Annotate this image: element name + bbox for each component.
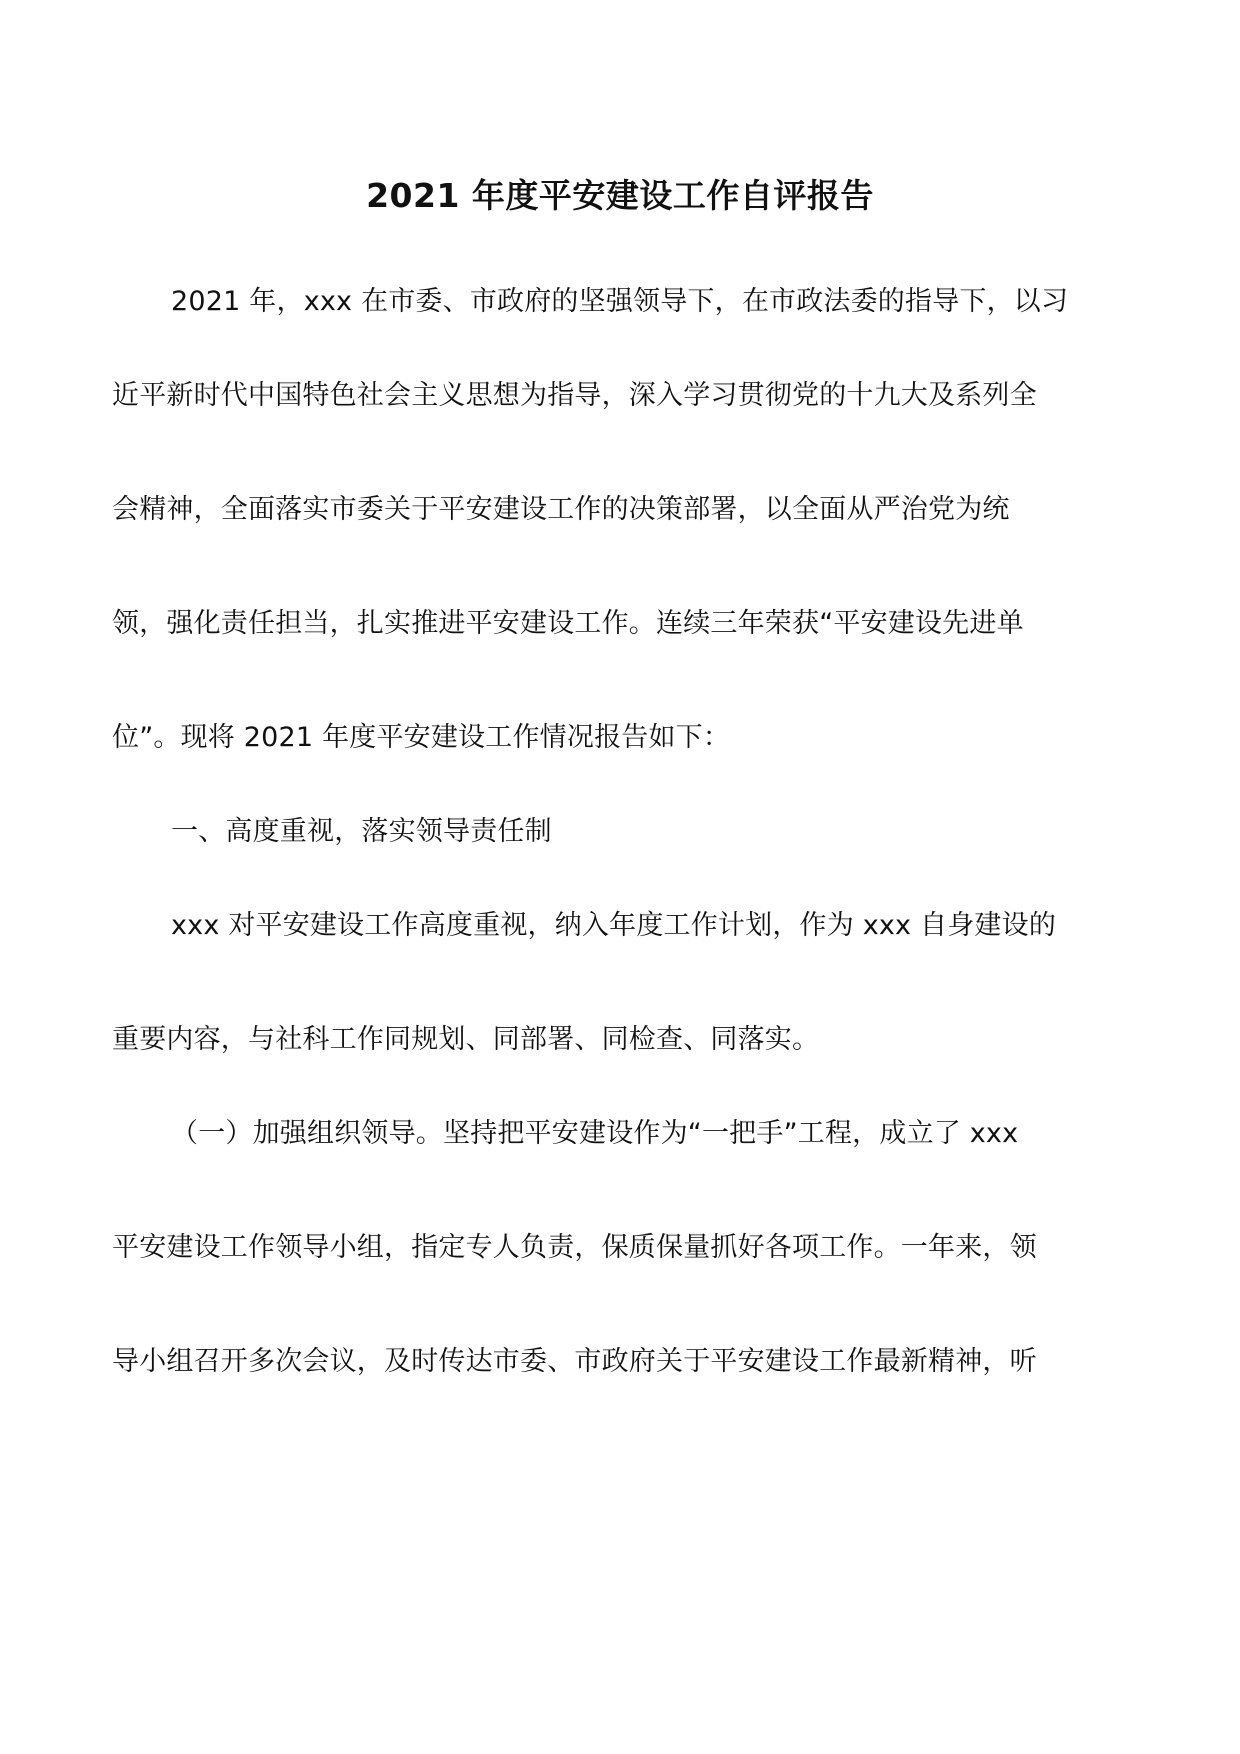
document-title: 2021 年度平安建设工作自评报告 bbox=[366, 176, 874, 215]
paragraph-line: 位”。现将 2021 年度平安建设工作情况报告如下： bbox=[112, 722, 731, 753]
paragraph-line: 导小组召开多次会议，及时传达市委、市政府关于平安建设工作最新精神，听 bbox=[112, 1346, 1037, 1377]
paragraph-line: 领，强化责任担当，扎实推进平安建设工作。连续三年荣获“平安建设先进单 bbox=[112, 608, 1024, 639]
paragraph-line: 重要内容，与社科工作同规划、同部署、同检查、同落实。 bbox=[112, 1024, 820, 1055]
paragraph-line: 会精神，全面落实市委关于平安建设工作的决策部署，以全面从严治党为统 bbox=[112, 494, 1010, 525]
paragraph-line: （一）加强组织领导。坚持把平安建设作为“一把手”工程，成立了 xxx bbox=[171, 1118, 1019, 1149]
paragraph-line: 2021 年，xxx 在市委、市政府的坚强领导下，在市政法委的指导下，以习 bbox=[171, 286, 1069, 317]
paragraph-line: 平安建设工作领导小组，指定专人负责，保质保量抓好各项工作。一年来，领 bbox=[112, 1232, 1037, 1263]
paragraph-line: 近平新时代中国特色社会主义思想为指导，深入学习贯彻党的十九大及系列全 bbox=[112, 380, 1037, 411]
section-heading: 一、高度重视，落实领导责任制 bbox=[171, 816, 552, 847]
paragraph-line: xxx 对平安建设工作高度重视，纳入年度工作计划，作为 xxx 自身建设的 bbox=[171, 910, 1057, 941]
